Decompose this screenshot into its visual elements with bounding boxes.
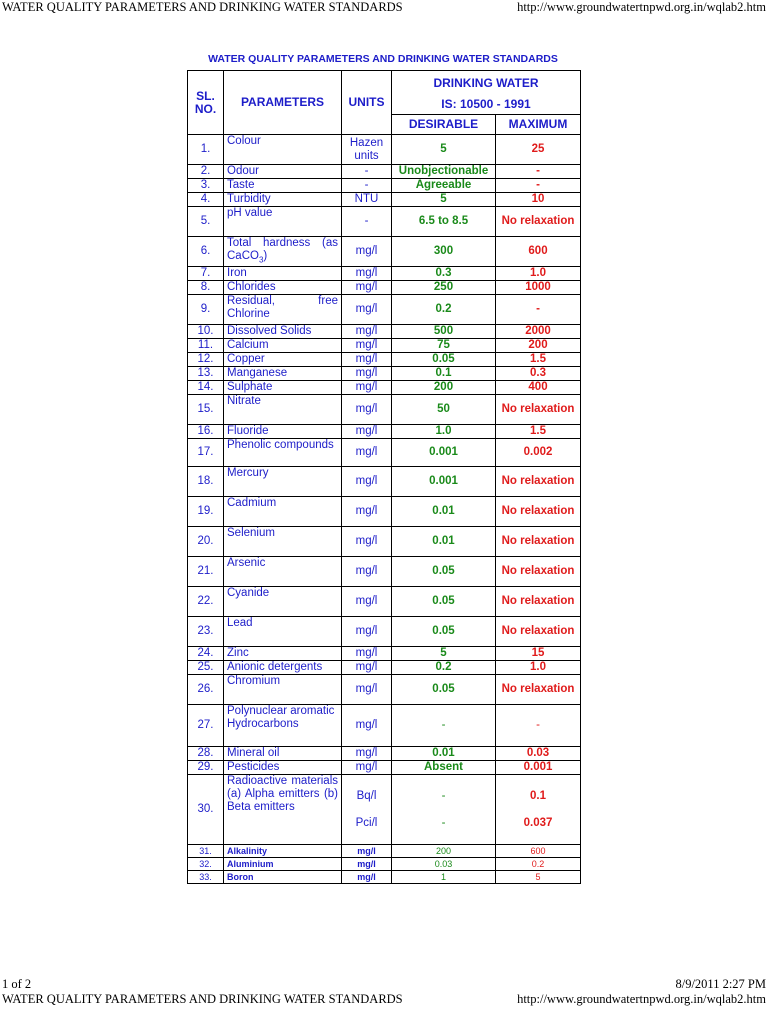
row-unit: mg/l — [342, 747, 392, 761]
row-param: Dissolved Solids — [224, 325, 342, 339]
column-header-desirable: DESIRABLE — [392, 115, 496, 135]
row-param: Selenium — [224, 527, 342, 557]
table-row — [188, 339, 581, 353]
row-param: Copper — [224, 353, 342, 367]
header-url: http://www.groundwatertnpwd.org.in/wqlab2.htm — [517, 0, 766, 14]
row-unit: mg/l — [342, 617, 392, 647]
table-row — [188, 587, 581, 617]
row-desirable: 0.05 — [392, 675, 496, 705]
footer-page-number: 1 of 2 — [2, 977, 32, 991]
table-row — [188, 761, 581, 775]
table-row — [188, 325, 581, 339]
table-row — [188, 845, 581, 858]
column-header-drinking-water: DRINKING WATER — [392, 71, 581, 96]
row-unit: mg/l — [342, 395, 392, 425]
row-maximum: 1.5 — [496, 425, 581, 439]
row-unit: mg/l — [342, 339, 392, 353]
row-param: Fluoride — [224, 425, 342, 439]
row-param: Mercury — [224, 467, 342, 497]
row-unit: - — [342, 179, 392, 193]
footer-url: http://www.groundwatertnpwd.org.in/wqlab2.htm — [517, 992, 766, 1006]
column-header-maximum: MAXIMUM — [496, 115, 581, 135]
row-unit: mg/l — [342, 295, 392, 325]
row-sl: 32. — [188, 858, 224, 871]
table-row — [188, 775, 581, 845]
row-unit: mg/l — [342, 527, 392, 557]
row-param: Zinc — [224, 647, 342, 661]
row-sl: 26. — [188, 675, 224, 705]
table-row — [188, 527, 581, 557]
row-unit: mg/l — [342, 325, 392, 339]
row-sl: 33. — [188, 871, 224, 884]
row-maximum: 200 — [496, 339, 581, 353]
row-maximum: No relaxation — [496, 207, 581, 237]
row-maximum: No relaxation — [496, 395, 581, 425]
row-sl: 24. — [188, 647, 224, 661]
row-desirable — [392, 775, 496, 845]
row-param: Colour — [224, 135, 342, 165]
row-unit: mg/l — [342, 353, 392, 367]
row-maximum: No relaxation — [496, 497, 581, 527]
row-desirable: Absent — [392, 761, 496, 775]
row-desirable: 300 — [392, 237, 496, 267]
row-desirable: 0.01 — [392, 747, 496, 761]
row-desirable: 0.01 — [392, 497, 496, 527]
row-param: Chlorides — [224, 281, 342, 295]
column-header-sl-no: SL. NO. — [188, 71, 224, 135]
row-maximum: 2000 — [496, 325, 581, 339]
row-param: Taste — [224, 179, 342, 193]
row-sl: 4. — [188, 193, 224, 207]
row-sl: 9. — [188, 295, 224, 325]
table-row — [188, 179, 581, 193]
row-maximum-a: 0.1 — [530, 789, 546, 802]
row-unit: NTU — [342, 193, 392, 207]
row-sl: 8. — [188, 281, 224, 295]
row-sl: 6. — [188, 237, 224, 267]
row-maximum: No relaxation — [496, 617, 581, 647]
row-sl: 3. — [188, 179, 224, 193]
row-param: Radioactive materials (a) Alpha emitters (b) Beta emitters — [224, 775, 342, 845]
row-unit: mg/l — [342, 367, 392, 381]
row-desirable: 0.05 — [392, 587, 496, 617]
print-footer — [0, 977, 768, 993]
row-param: Arsenic — [224, 557, 342, 587]
table-row — [188, 675, 581, 705]
table-row — [188, 747, 581, 761]
row-unit: Hazen units — [342, 135, 392, 165]
row-maximum-b: 0.037 — [523, 816, 553, 829]
row-sl: 1. — [188, 135, 224, 165]
row-sl: 2. — [188, 165, 224, 179]
table-row — [188, 207, 581, 237]
row-desirable: 0.001 — [392, 439, 496, 467]
row-desirable: 0.3 — [392, 267, 496, 281]
row-desirable: 1.0 — [392, 425, 496, 439]
row-desirable: Unobjectionable — [392, 165, 496, 179]
row-desirable: 0.001 — [392, 467, 496, 497]
row-sl: 19. — [188, 497, 224, 527]
row-maximum: 0.002 — [496, 439, 581, 467]
row-unit-a: Bq/l — [356, 789, 377, 802]
row-maximum: 600 — [496, 845, 581, 858]
row-sl: 21. — [188, 557, 224, 587]
table-row — [188, 281, 581, 295]
table-row — [188, 705, 581, 747]
row-sl: 7. — [188, 267, 224, 281]
row-param: Odour — [224, 165, 342, 179]
row-maximum: 15 — [496, 647, 581, 661]
table-row — [188, 871, 581, 884]
row-unit-b: Pci/l — [355, 816, 378, 829]
row-desirable: 0.2 — [392, 295, 496, 325]
row-desirable: 0.05 — [392, 617, 496, 647]
table-row — [188, 557, 581, 587]
row-desirable: 500 — [392, 325, 496, 339]
row-desirable-b: - — [441, 816, 446, 829]
row-unit: mg/l — [342, 858, 392, 871]
row-maximum: No relaxation — [496, 527, 581, 557]
row-unit: mg/l — [342, 439, 392, 467]
row-sl: 14. — [188, 381, 224, 395]
row-desirable: 0.2 — [392, 661, 496, 675]
water-quality-table — [187, 70, 581, 884]
table-row — [188, 858, 581, 871]
header-page-title: WATER QUALITY PARAMETERS AND DRINKING WATER STANDARDS — [2, 0, 403, 14]
row-maximum: 10 — [496, 193, 581, 207]
row-desirable: 6.5 to 8.5 — [392, 207, 496, 237]
row-param: Nitrate — [224, 395, 342, 425]
row-maximum — [496, 775, 581, 845]
row-desirable: 0.05 — [392, 353, 496, 367]
column-header-units: UNITS — [342, 71, 392, 135]
row-sl: 22. — [188, 587, 224, 617]
row-desirable: 75 — [392, 339, 496, 353]
row-maximum: 0.001 — [496, 761, 581, 775]
browser-print-header — [0, 0, 768, 16]
row-maximum: 1.0 — [496, 661, 581, 675]
table-row — [188, 661, 581, 675]
row-param: Turbidity — [224, 193, 342, 207]
table-row — [188, 353, 581, 367]
row-sl: 5. — [188, 207, 224, 237]
table-row — [188, 467, 581, 497]
row-param: Mineral oil — [224, 747, 342, 761]
row-desirable: 0.05 — [392, 557, 496, 587]
row-sl: 15. — [188, 395, 224, 425]
table-row — [188, 439, 581, 467]
row-param: pH value — [224, 207, 342, 237]
document-title: WATER QUALITY PARAMETERS AND DRINKING WATER STANDARDS — [208, 53, 558, 65]
row-sl: 16. — [188, 425, 224, 439]
row-desirable: - — [392, 705, 496, 747]
row-desirable: 5 — [392, 647, 496, 661]
row-param — [224, 237, 342, 267]
row-sl: 10. — [188, 325, 224, 339]
row-unit: mg/l — [342, 497, 392, 527]
row-param: Alkalinity — [224, 845, 342, 858]
row-sl: 25. — [188, 661, 224, 675]
table-row — [188, 425, 581, 439]
row-param: Polynuclear aromatic Hydrocarbons — [224, 705, 342, 747]
table-row — [188, 267, 581, 281]
row-param: Phenolic compounds — [224, 439, 342, 467]
row-desirable: 0.03 — [392, 858, 496, 871]
row-unit: mg/l — [342, 381, 392, 395]
row-desirable: 250 — [392, 281, 496, 295]
row-sl: 28. — [188, 747, 224, 761]
row-unit: mg/l — [342, 871, 392, 884]
row-sl: 11. — [188, 339, 224, 353]
row-maximum: 0.3 — [496, 367, 581, 381]
table-row — [188, 193, 581, 207]
row-unit: mg/l — [342, 647, 392, 661]
table-row — [188, 395, 581, 425]
row-param: Boron — [224, 871, 342, 884]
row-maximum: - — [496, 165, 581, 179]
row-desirable: 50 — [392, 395, 496, 425]
row-param: Aluminium — [224, 858, 342, 871]
column-header-parameters: PARAMETERS — [224, 71, 342, 135]
row-maximum: No relaxation — [496, 467, 581, 497]
row-desirable: 200 — [392, 845, 496, 858]
row-maximum: No relaxation — [496, 557, 581, 587]
row-maximum: 600 — [496, 237, 581, 267]
row-maximum: 1000 — [496, 281, 581, 295]
row-sl: 30. — [188, 775, 224, 845]
row-unit: - — [342, 165, 392, 179]
footer-page-title: WATER QUALITY PARAMETERS AND DRINKING WATER STANDARDS — [2, 992, 403, 1006]
row-unit — [342, 775, 392, 845]
row-desirable: Agreeable — [392, 179, 496, 193]
row-param: Residual, free Chlorine — [224, 295, 342, 325]
table-row — [188, 647, 581, 661]
footer-datetime: 8/9/2011 2:27 PM — [675, 977, 766, 991]
row-maximum: 1.0 — [496, 267, 581, 281]
row-param-text: Total hardness (as CaCO$_3$) — [227, 237, 338, 265]
row-maximum: 0.2 — [496, 858, 581, 871]
table-row — [188, 367, 581, 381]
row-maximum: 0.03 — [496, 747, 581, 761]
row-unit: mg/l — [342, 467, 392, 497]
next-page-header — [0, 992, 768, 1008]
row-desirable: 0.01 — [392, 527, 496, 557]
table-row — [188, 165, 581, 179]
row-sl: 23. — [188, 617, 224, 647]
row-unit: mg/l — [342, 675, 392, 705]
row-unit: mg/l — [342, 237, 392, 267]
row-unit: mg/l — [342, 281, 392, 295]
row-param: Anionic detergents — [224, 661, 342, 675]
row-unit: mg/l — [342, 587, 392, 617]
row-unit: mg/l — [342, 705, 392, 747]
row-desirable: 0.1 — [392, 367, 496, 381]
row-param: Manganese — [224, 367, 342, 381]
row-sl: 31. — [188, 845, 224, 858]
row-maximum: - — [496, 179, 581, 193]
row-unit: mg/l — [342, 761, 392, 775]
row-sl: 13. — [188, 367, 224, 381]
column-header-standard: IS: 10500 - 1991 — [392, 96, 581, 115]
row-sl: 20. — [188, 527, 224, 557]
row-desirable-a: - — [441, 789, 446, 802]
table-row — [188, 381, 581, 395]
row-desirable: 200 — [392, 381, 496, 395]
row-param: Calcium — [224, 339, 342, 353]
row-sl: 18. — [188, 467, 224, 497]
row-maximum: 25 — [496, 135, 581, 165]
table-row — [188, 295, 581, 325]
row-maximum: 400 — [496, 381, 581, 395]
row-sl: 12. — [188, 353, 224, 367]
row-param: Chromium — [224, 675, 342, 705]
row-maximum: - — [496, 705, 581, 747]
row-maximum: No relaxation — [496, 675, 581, 705]
row-desirable: 5 — [392, 135, 496, 165]
row-sl: 17. — [188, 439, 224, 467]
table-row — [188, 135, 581, 165]
row-unit: mg/l — [342, 267, 392, 281]
row-param: Sulphate — [224, 381, 342, 395]
row-unit: mg/l — [342, 661, 392, 675]
row-param: Cadmium — [224, 497, 342, 527]
row-maximum: - — [496, 295, 581, 325]
table-row — [188, 617, 581, 647]
row-sl: 29. — [188, 761, 224, 775]
row-unit: - — [342, 207, 392, 237]
row-unit: mg/l — [342, 425, 392, 439]
row-desirable: 5 — [392, 193, 496, 207]
row-param: Cyanide — [224, 587, 342, 617]
row-param: Iron — [224, 267, 342, 281]
row-maximum: 5 — [496, 871, 581, 884]
row-param: Pesticides — [224, 761, 342, 775]
row-maximum: 1.5 — [496, 353, 581, 367]
table-row — [188, 237, 581, 267]
row-desirable: 1 — [392, 871, 496, 884]
row-param: Lead — [224, 617, 342, 647]
row-maximum: No relaxation — [496, 587, 581, 617]
row-unit: mg/l — [342, 845, 392, 858]
row-unit: mg/l — [342, 557, 392, 587]
table-row — [188, 497, 581, 527]
row-sl: 27. — [188, 705, 224, 747]
